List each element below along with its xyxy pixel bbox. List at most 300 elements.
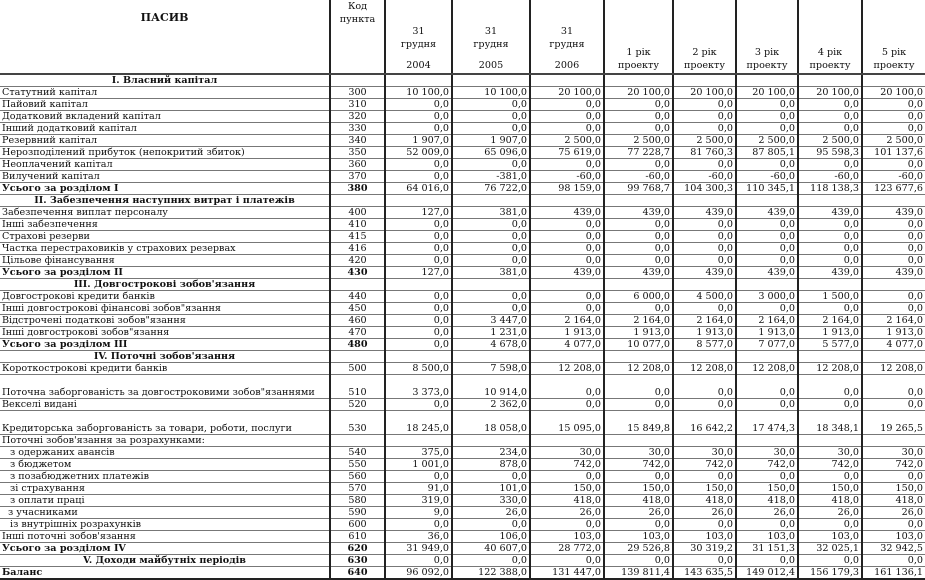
row-value: 439,0 — [673, 207, 736, 219]
table-row — [0, 291, 925, 303]
row-value: 0,0 — [736, 99, 798, 111]
section-header-row — [0, 351, 925, 363]
row-value: 0,0 — [604, 99, 673, 111]
row-value: 0,0 — [862, 231, 925, 243]
row-value: 6 000,0 — [604, 291, 673, 303]
row-value: 30,0 — [530, 447, 604, 459]
row-value: 742,0 — [673, 459, 736, 471]
row-value: 15 095,0 — [530, 411, 604, 435]
row-label: Поточні зобов'язання за розрахунками: — [0, 435, 330, 447]
row-value: 0,0 — [452, 99, 530, 111]
row-value: 0,0 — [452, 471, 530, 483]
table-row — [0, 363, 925, 375]
row-value: 0,0 — [385, 303, 452, 315]
row-value: -60,0 — [673, 171, 736, 183]
row-value — [530, 435, 604, 447]
table-row — [0, 111, 925, 123]
row-value: 0,0 — [736, 375, 798, 399]
row-value: 29 526,8 — [604, 543, 673, 555]
date-year: 2005 — [478, 60, 504, 71]
table-row — [0, 231, 925, 243]
date-day: 31 — [484, 26, 498, 37]
row-value: 2 500,0 — [862, 135, 925, 147]
table-row — [0, 411, 925, 435]
row-value: 26,0 — [736, 507, 798, 519]
row-value: 0,0 — [530, 303, 604, 315]
row-value: 20 100,0 — [862, 87, 925, 99]
row-value: 742,0 — [862, 459, 925, 471]
row-value: 1 231,0 — [452, 327, 530, 339]
row-value: 4 500,0 — [673, 291, 736, 303]
row-value: 2 164,0 — [604, 315, 673, 327]
row-value: 0,0 — [530, 231, 604, 243]
row-code: 415 — [330, 231, 385, 243]
row-value: 418,0 — [604, 495, 673, 507]
row-value: 0,0 — [452, 555, 530, 567]
row-value: 0,0 — [798, 399, 862, 411]
project-year-line2: проекту — [684, 60, 725, 71]
row-value: 30 319,2 — [673, 543, 736, 555]
project-year-line2: проекту — [746, 60, 788, 71]
row-code: 360 — [330, 159, 385, 171]
row-value: 439,0 — [530, 207, 604, 219]
row-value: 0,0 — [604, 111, 673, 123]
row-value: 439,0 — [862, 267, 925, 279]
total-row — [0, 267, 925, 279]
row-label: Інші довгострокові фінансові зобов"язання — [0, 303, 330, 315]
row-value: 7 077,0 — [736, 339, 798, 351]
row-value: 91,0 — [385, 483, 452, 495]
row-value: 1 500,0 — [798, 291, 862, 303]
row-value: 12 208,0 — [530, 363, 604, 375]
row-value: 12 208,0 — [673, 363, 736, 375]
row-value: 0,0 — [673, 111, 736, 123]
row-value: -381,0 — [452, 171, 530, 183]
row-value: 2 362,0 — [452, 399, 530, 411]
row-label: III. Довгострокові зобов'язання — [0, 279, 330, 291]
row-value — [798, 435, 862, 447]
table-row — [0, 447, 925, 459]
row-value: 0,0 — [604, 519, 673, 531]
row-label: Довгострокові кредити банків — [0, 291, 330, 303]
row-value: 3 373,0 — [385, 375, 452, 399]
row-value: 1 913,0 — [798, 327, 862, 339]
table-row — [0, 255, 925, 267]
row-value: 7 598,0 — [452, 363, 530, 375]
row-code — [330, 435, 385, 447]
row-value — [452, 74, 530, 87]
row-value: 0,0 — [604, 243, 673, 255]
section-header-row — [0, 279, 925, 291]
row-value: 0,0 — [530, 123, 604, 135]
row-value: 1 907,0 — [452, 135, 530, 147]
row-value: 0,0 — [385, 315, 452, 327]
row-label: Частка перестраховиків у страхових резервах — [0, 243, 330, 255]
row-value: 30,0 — [673, 447, 736, 459]
row-value: 149 012,4 — [736, 567, 798, 580]
row-code: 570 — [330, 483, 385, 495]
row-value: 0,0 — [736, 243, 798, 255]
row-value: 118 138,3 — [798, 183, 862, 195]
row-code: 580 — [330, 495, 385, 507]
row-value: 10 914,0 — [452, 375, 530, 399]
row-value: -60,0 — [604, 171, 673, 183]
row-value: 0,0 — [604, 303, 673, 315]
row-value: 18 245,0 — [385, 411, 452, 435]
row-value — [604, 351, 673, 363]
row-value: 0,0 — [452, 291, 530, 303]
table-row — [0, 327, 925, 339]
row-value — [604, 195, 673, 207]
table-row — [0, 147, 925, 159]
row-value: 20 100,0 — [673, 87, 736, 99]
date-column-header — [385, 0, 452, 74]
row-label: Усього за розділом III — [0, 339, 330, 351]
row-value: 0,0 — [673, 255, 736, 267]
row-value: 76 722,0 — [452, 183, 530, 195]
row-label: Баланс — [0, 567, 330, 580]
row-value: 3 447,0 — [452, 315, 530, 327]
section-header-row — [0, 74, 925, 87]
row-value: 19 265,5 — [862, 411, 925, 435]
row-value: 1 913,0 — [604, 327, 673, 339]
row-value: 81 760,3 — [673, 147, 736, 159]
row-value: 0,0 — [673, 519, 736, 531]
row-value: 0,0 — [673, 399, 736, 411]
row-value: 0,0 — [604, 471, 673, 483]
row-value: 4 077,0 — [530, 339, 604, 351]
row-value — [862, 74, 925, 87]
row-value: 0,0 — [385, 255, 452, 267]
row-value: 375,0 — [385, 447, 452, 459]
row-value: 101,0 — [452, 483, 530, 495]
row-value — [736, 435, 798, 447]
row-value: 2 164,0 — [862, 315, 925, 327]
row-label: Векселі видані — [0, 399, 330, 411]
row-value: 0,0 — [736, 399, 798, 411]
row-value: 26,0 — [604, 507, 673, 519]
row-value: 439,0 — [736, 267, 798, 279]
row-value: 0,0 — [798, 111, 862, 123]
row-value: 20 100,0 — [530, 87, 604, 99]
row-value — [452, 279, 530, 291]
row-label: I. Власний капітал — [0, 74, 330, 87]
row-value: 0,0 — [530, 219, 604, 231]
row-value: 0,0 — [452, 159, 530, 171]
row-value: 0,0 — [530, 243, 604, 255]
row-value — [862, 279, 925, 291]
section-total-row — [0, 555, 925, 567]
project-year-line2: проекту — [809, 60, 851, 71]
row-value — [862, 195, 925, 207]
date-year: 2004 — [406, 60, 431, 71]
row-value: 0,0 — [798, 123, 862, 135]
row-value: 0,0 — [385, 327, 452, 339]
row-value: 18 348,1 — [798, 411, 862, 435]
row-code: 400 — [330, 207, 385, 219]
date-day: 31 — [412, 26, 425, 37]
row-value: 418,0 — [736, 495, 798, 507]
row-value: 0,0 — [798, 219, 862, 231]
row-value: 0,0 — [798, 303, 862, 315]
row-value: 103,0 — [736, 531, 798, 543]
row-code: 320 — [330, 111, 385, 123]
row-value: 0,0 — [530, 291, 604, 303]
row-value — [673, 279, 736, 291]
row-value: 0,0 — [385, 339, 452, 351]
row-value: 87 805,1 — [736, 147, 798, 159]
row-value: 103,0 — [673, 531, 736, 543]
row-label: Відстрочені податкові зобов"язання — [0, 315, 330, 327]
row-code — [330, 195, 385, 207]
row-value: 0,0 — [862, 255, 925, 267]
row-value: 0,0 — [385, 291, 452, 303]
row-value: 0,0 — [604, 219, 673, 231]
row-value — [385, 435, 452, 447]
row-value: 319,0 — [385, 495, 452, 507]
row-value: 0,0 — [385, 159, 452, 171]
row-value: 1 913,0 — [530, 327, 604, 339]
row-value: 18 058,0 — [452, 411, 530, 435]
row-code: 410 — [330, 219, 385, 231]
row-value — [385, 74, 452, 87]
table-row — [0, 483, 925, 495]
row-label: із внутрішніх розрахунків — [0, 519, 330, 531]
row-value: 0,0 — [604, 255, 673, 267]
row-code: 460 — [330, 315, 385, 327]
row-value: 742,0 — [530, 459, 604, 471]
row-value — [736, 195, 798, 207]
row-value: 16 642,2 — [673, 411, 736, 435]
row-value: 0,0 — [385, 111, 452, 123]
row-value: 0,0 — [862, 375, 925, 399]
row-value: 52 009,0 — [385, 147, 452, 159]
row-value — [604, 279, 673, 291]
table-row — [0, 375, 925, 399]
row-value: 0,0 — [452, 243, 530, 255]
row-value: 439,0 — [604, 267, 673, 279]
row-label: з позабюджетних платежів — [0, 471, 330, 483]
row-code: 560 — [330, 471, 385, 483]
row-value: 1 907,0 — [385, 135, 452, 147]
row-label: Інші довгострокові зобов"язання — [0, 327, 330, 339]
table-row — [0, 531, 925, 543]
table-row — [0, 123, 925, 135]
row-value: 0,0 — [385, 471, 452, 483]
row-label: Інші забезпечення — [0, 219, 330, 231]
row-value: 742,0 — [604, 459, 673, 471]
project-year-header — [798, 0, 862, 74]
row-value — [604, 74, 673, 87]
row-value: 103,0 — [604, 531, 673, 543]
row-value — [385, 351, 452, 363]
row-code: 440 — [330, 291, 385, 303]
row-value: 0,0 — [862, 219, 925, 231]
row-code: 630 — [330, 555, 385, 567]
row-value: 0,0 — [736, 123, 798, 135]
row-label: Поточна заборгованість за довгостроковими зобов"язаннями — [0, 375, 330, 399]
row-value: 36,0 — [385, 531, 452, 543]
row-value: 26,0 — [530, 507, 604, 519]
row-code: 600 — [330, 519, 385, 531]
row-value: 12 208,0 — [862, 363, 925, 375]
project-year-line1: 3 рік — [754, 47, 780, 58]
row-value: 20 100,0 — [604, 87, 673, 99]
project-year-header — [673, 0, 736, 74]
row-value: -60,0 — [862, 171, 925, 183]
row-value: 103,0 — [530, 531, 604, 543]
row-value: 12 208,0 — [736, 363, 798, 375]
row-value: 150,0 — [604, 483, 673, 495]
date-month: грудня — [473, 39, 509, 50]
row-value: 98 159,0 — [530, 183, 604, 195]
row-code: 470 — [330, 327, 385, 339]
row-value: 2 500,0 — [604, 135, 673, 147]
row-value: 30,0 — [604, 447, 673, 459]
row-value: 0,0 — [862, 159, 925, 171]
project-year-line1: 1 рік — [626, 47, 651, 58]
row-value: 0,0 — [604, 399, 673, 411]
row-value — [530, 74, 604, 87]
row-value — [530, 351, 604, 363]
code-header-line2: пункта — [339, 14, 376, 25]
row-value: 101 137,6 — [862, 147, 925, 159]
table-row — [0, 99, 925, 111]
table-row — [0, 243, 925, 255]
row-value: 0,0 — [530, 375, 604, 399]
row-value: 439,0 — [736, 207, 798, 219]
row-value: 99 768,7 — [604, 183, 673, 195]
row-code — [330, 74, 385, 87]
row-value: 0,0 — [385, 171, 452, 183]
row-value: 742,0 — [798, 459, 862, 471]
row-label: Інший додатковий капітал — [0, 123, 330, 135]
row-value: 150,0 — [736, 483, 798, 495]
row-value: 381,0 — [452, 207, 530, 219]
project-year-line2: проекту — [873, 60, 915, 71]
row-value: 8 500,0 — [385, 363, 452, 375]
row-value: 0,0 — [798, 159, 862, 171]
row-label: Неоплачений капітал — [0, 159, 330, 171]
project-year-line1: 5 рік — [881, 47, 907, 58]
row-code — [330, 351, 385, 363]
row-value: 0,0 — [862, 291, 925, 303]
row-code: 420 — [330, 255, 385, 267]
row-value: 17 474,3 — [736, 411, 798, 435]
row-value: 0,0 — [736, 471, 798, 483]
row-value — [530, 195, 604, 207]
row-value: 150,0 — [530, 483, 604, 495]
total-row — [0, 567, 925, 580]
row-value: 30,0 — [798, 447, 862, 459]
row-code: 640 — [330, 567, 385, 580]
row-value: 2 500,0 — [673, 135, 736, 147]
table-row — [0, 315, 925, 327]
row-value: 439,0 — [862, 207, 925, 219]
row-value: 0,0 — [385, 123, 452, 135]
row-value: 330,0 — [452, 495, 530, 507]
row-value: 0,0 — [673, 99, 736, 111]
row-value: 103,0 — [862, 531, 925, 543]
row-value: 1 913,0 — [862, 327, 925, 339]
row-label: Усього за розділом I — [0, 183, 330, 195]
row-value: 0,0 — [452, 231, 530, 243]
row-code: 530 — [330, 411, 385, 435]
table-row — [0, 471, 925, 483]
row-value — [452, 195, 530, 207]
row-value: 106,0 — [452, 531, 530, 543]
row-label: з учасниками — [0, 507, 330, 519]
row-value — [736, 279, 798, 291]
row-value — [798, 279, 862, 291]
row-value — [862, 351, 925, 363]
row-value: 2 164,0 — [673, 315, 736, 327]
total-row — [0, 339, 925, 351]
row-value: 2 500,0 — [530, 135, 604, 147]
row-value: 439,0 — [604, 207, 673, 219]
table-row — [0, 87, 925, 99]
row-value: 15 849,8 — [604, 411, 673, 435]
row-value — [385, 195, 452, 207]
row-label: Страхові резерви — [0, 231, 330, 243]
row-value: 0,0 — [798, 519, 862, 531]
row-value: 0,0 — [452, 111, 530, 123]
row-label: Усього за розділом II — [0, 267, 330, 279]
row-value: 0,0 — [530, 519, 604, 531]
row-value: 2 500,0 — [798, 135, 862, 147]
row-value: 234,0 — [452, 447, 530, 459]
row-label: Пайовий капітал — [0, 99, 330, 111]
table-row — [0, 399, 925, 411]
table-row — [0, 519, 925, 531]
row-value: 96 092,0 — [385, 567, 452, 580]
table-row — [0, 135, 925, 147]
row-label: Інші поточні зобов'язання — [0, 531, 330, 543]
date-month: грудня — [400, 39, 437, 50]
row-label: Додатковий вкладений капітал — [0, 111, 330, 123]
row-value: 0,0 — [736, 219, 798, 231]
table-title: ПАСИВ — [0, 0, 330, 74]
table-row — [0, 459, 925, 471]
table-row — [0, 171, 925, 183]
row-value: 10 100,0 — [385, 87, 452, 99]
row-label: Забезпечення виплат персоналу — [0, 207, 330, 219]
row-value: 0,0 — [673, 471, 736, 483]
row-code: 510 — [330, 375, 385, 399]
row-label: Кредиторська заборгованість за товари, роботи, послуги — [0, 411, 330, 435]
row-value: 28 772,0 — [530, 543, 604, 555]
row-value: 150,0 — [798, 483, 862, 495]
row-value: 0,0 — [798, 255, 862, 267]
row-value: 30,0 — [736, 447, 798, 459]
date-year: 2006 — [554, 60, 580, 71]
row-value: 0,0 — [736, 111, 798, 123]
row-value — [798, 74, 862, 87]
row-value: 0,0 — [385, 555, 452, 567]
row-value: 127,0 — [385, 267, 452, 279]
row-value: 0,0 — [385, 219, 452, 231]
row-value — [673, 435, 736, 447]
row-value: 0,0 — [673, 231, 736, 243]
row-code: 300 — [330, 87, 385, 99]
row-value: 0,0 — [798, 471, 862, 483]
row-value: 0,0 — [604, 231, 673, 243]
row-value: 0,0 — [604, 123, 673, 135]
project-year-line1: 4 рік — [817, 47, 843, 58]
row-label: II. Забезпечення наступних витрат і платежів — [0, 195, 330, 207]
row-value: 0,0 — [530, 255, 604, 267]
row-label: Цільове фінансування — [0, 255, 330, 267]
